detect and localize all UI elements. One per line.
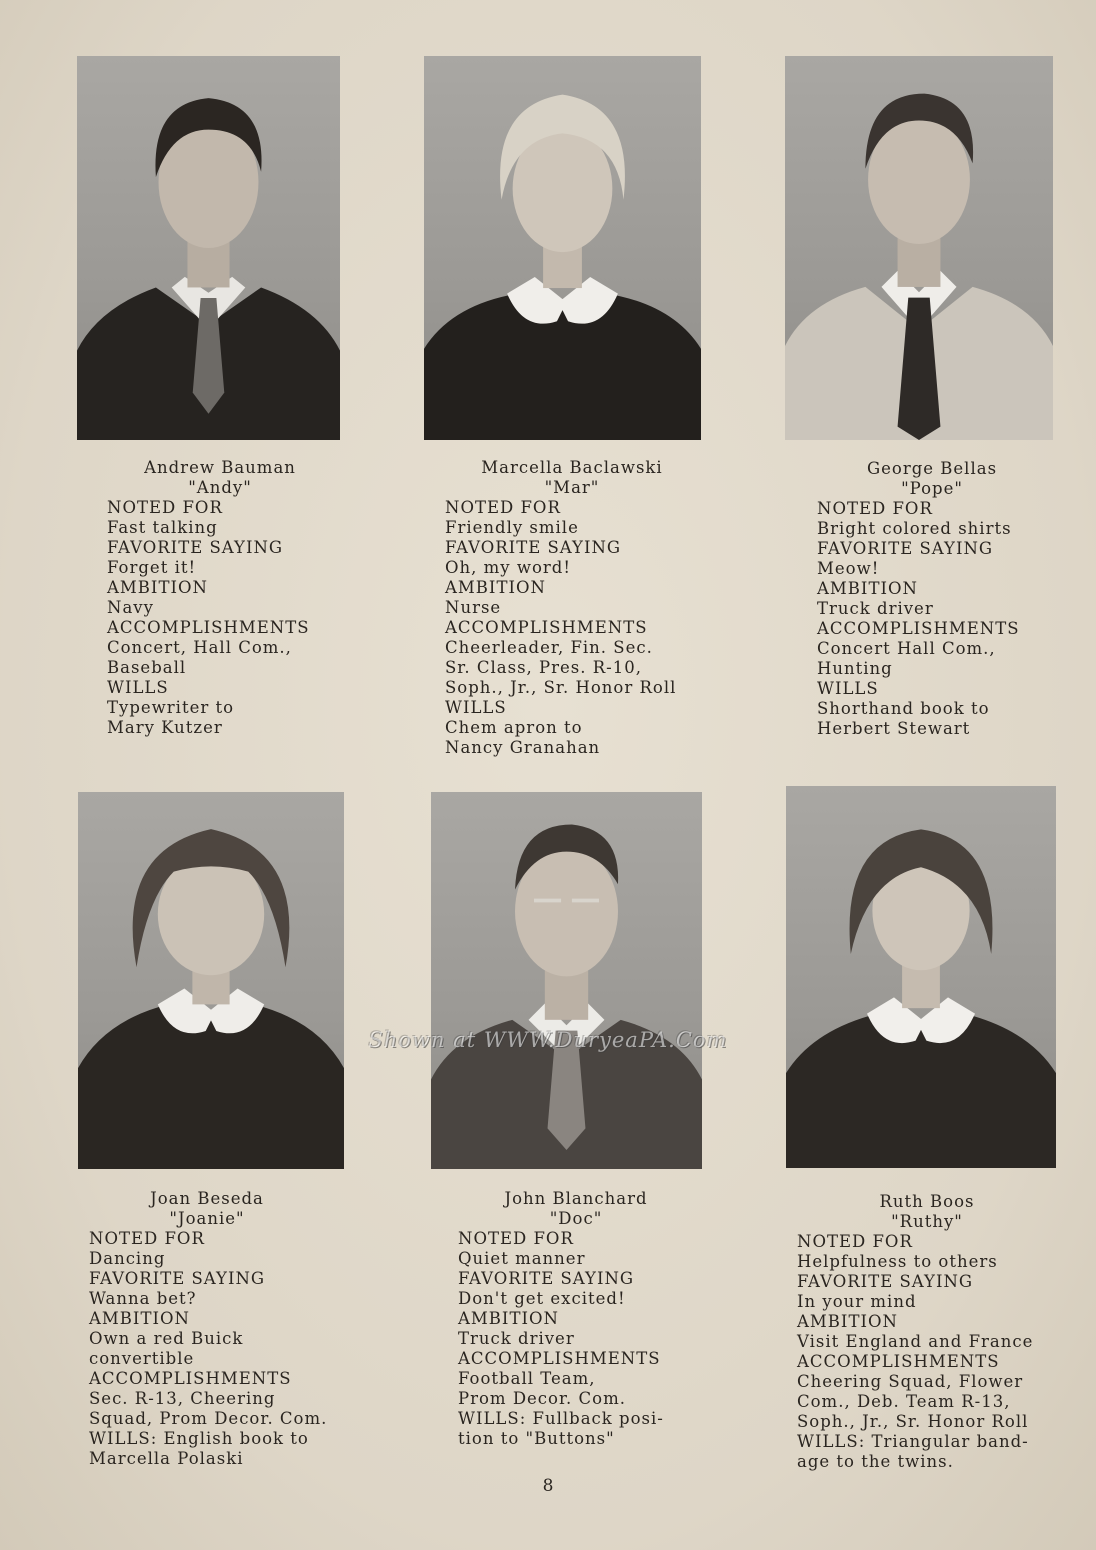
detail-line: WILLS: Triangular band- (797, 1432, 1029, 1451)
detail-line: FAVORITE SAYING (797, 1272, 974, 1291)
detail-line: AMBITION (458, 1309, 559, 1328)
student-nickname: "Mar" (544, 478, 600, 497)
detail-line: Oh, my word! (445, 558, 571, 577)
student-entry-5 (458, 1189, 694, 1449)
detail-line: Concert Hall Com., (817, 639, 996, 658)
student-nickname: "Andy" (188, 478, 252, 497)
detail-line: FAVORITE SAYING (107, 538, 284, 557)
detail-line: Truck driver (817, 599, 934, 618)
detail-line: FAVORITE SAYING (817, 539, 994, 558)
detail-line: Don't get excited! (458, 1289, 626, 1308)
detail-line: AMBITION (817, 579, 918, 598)
student-entry-6 (797, 1192, 1057, 1472)
detail-line: ACCOMPLISHMENTS (797, 1352, 1000, 1371)
detail-line: Sec. R-13, Cheering (89, 1389, 276, 1408)
detail-line: ACCOMPLISHMENTS (107, 618, 310, 637)
detail-line: AMBITION (797, 1312, 898, 1331)
student-details (817, 499, 1047, 739)
student-nickname: "Ruthy" (891, 1212, 963, 1231)
detail-line: NOTED FOR (458, 1229, 574, 1248)
detail-line: Visit England and France (797, 1332, 1034, 1351)
detail-line: Baseball (107, 658, 187, 677)
student-name: George Bellas (866, 459, 998, 478)
detail-line: Hunting (817, 659, 893, 678)
detail-line: WILLS (107, 678, 169, 697)
student-details (458, 1229, 694, 1449)
student-name: Andrew Bauman (144, 458, 296, 477)
detail-line: Friendly smile (445, 518, 579, 537)
student-details (797, 1232, 1057, 1472)
detail-line: Squad, Prom Decor. Com. (89, 1409, 328, 1428)
portrait-photo-marcella-baclawski (424, 56, 701, 440)
student-entry-3 (817, 459, 1047, 739)
portrait-photo-andrew-bauman (77, 56, 340, 440)
detail-line: Cheerleader, Fin. Sec. (445, 638, 653, 657)
detail-line: Com., Deb. Team R-13, (797, 1392, 1011, 1411)
detail-line: Typewriter to (107, 698, 235, 717)
detail-line: Prom Decor. Com. (458, 1389, 626, 1408)
detail-line: NOTED FOR (107, 498, 223, 517)
detail-line: Navy (107, 598, 154, 617)
detail-line: FAVORITE SAYING (445, 538, 622, 557)
page-number: 8 (542, 1476, 554, 1496)
detail-line: AMBITION (107, 578, 208, 597)
detail-line: Sr. Class, Pres. R-10, (445, 658, 642, 677)
detail-line: Wanna bet? (89, 1289, 197, 1308)
student-details (107, 498, 333, 738)
student-nickname: "Doc" (549, 1209, 603, 1228)
detail-line: FAVORITE SAYING (89, 1269, 266, 1288)
detail-line: Meow! (817, 559, 880, 578)
detail-line: Dancing (89, 1249, 166, 1268)
detail-line: In your mind (797, 1292, 917, 1311)
student-entry-1 (107, 458, 333, 738)
student-name: John Blanchard (504, 1189, 648, 1208)
detail-line: WILLS (817, 679, 879, 698)
detail-line: ACCOMPLISHMENTS (445, 618, 648, 637)
student-details (89, 1229, 328, 1469)
detail-line: ACCOMPLISHMENTS (89, 1369, 292, 1388)
detail-line: ACCOMPLISHMENTS (817, 619, 1020, 638)
detail-line: Marcella Polaski (89, 1449, 244, 1468)
detail-line: Helpfulness to others (797, 1252, 998, 1271)
detail-line: Forget it! (107, 558, 197, 577)
detail-line: WILLS (445, 698, 507, 717)
detail-line: age to the twins. (797, 1452, 954, 1471)
portrait-photo-george-bellas (785, 56, 1053, 440)
detail-line: Bright colored shirts (817, 519, 1012, 538)
detail-line: WILLS: Fullback posi- (458, 1409, 664, 1428)
detail-line: convertible (89, 1349, 195, 1368)
detail-line: NOTED FOR (445, 498, 561, 517)
watermark-text: Shown at WWW.DuryeaPA.Com (368, 1028, 728, 1052)
detail-line: Nancy Granahan (445, 738, 601, 757)
student-entry-4 (89, 1189, 328, 1469)
detail-line: Concert, Hall Com., (107, 638, 292, 657)
detail-line: Soph., Jr., Sr. Honor Roll (797, 1412, 1029, 1431)
student-name: Joan Beseda (150, 1189, 264, 1208)
detail-line: NOTED FOR (89, 1229, 205, 1248)
detail-line: Own a red Buick (89, 1329, 244, 1348)
portrait-photo-john-blanchard (431, 792, 702, 1169)
detail-line: tion to "Buttons" (458, 1429, 615, 1448)
detail-line: Shorthand book to (817, 699, 990, 718)
detail-line: Quiet manner (458, 1249, 586, 1268)
detail-line: ACCOMPLISHMENTS (458, 1349, 661, 1368)
detail-line: NOTED FOR (797, 1232, 913, 1251)
detail-line: Mary Kutzer (107, 718, 223, 737)
detail-line: NOTED FOR (817, 499, 933, 518)
detail-line: Fast talking (107, 518, 218, 537)
detail-line: Herbert Stewart (817, 719, 971, 738)
student-name: Marcella Baclawski (481, 458, 663, 477)
detail-line: Truck driver (458, 1329, 575, 1348)
detail-line: Nurse (445, 598, 502, 617)
student-entry-2 (445, 458, 699, 758)
student-name: Ruth Boos (879, 1192, 975, 1211)
portrait-photo-ruth-boos (786, 786, 1056, 1168)
detail-line: WILLS: English book to (89, 1429, 309, 1448)
detail-line: Soph., Jr., Sr. Honor Roll (445, 678, 677, 697)
detail-line: FAVORITE SAYING (458, 1269, 635, 1288)
detail-line: AMBITION (445, 578, 546, 597)
detail-line: AMBITION (89, 1309, 190, 1328)
detail-line: Football Team, (458, 1369, 596, 1388)
student-details (445, 498, 699, 758)
detail-line: Chem apron to (445, 718, 583, 737)
portrait-photo-joan-beseda (78, 792, 344, 1169)
student-nickname: "Pope" (901, 479, 963, 498)
detail-line: Cheering Squad, Flower (797, 1372, 1024, 1391)
student-nickname: "Joanie" (169, 1209, 245, 1228)
